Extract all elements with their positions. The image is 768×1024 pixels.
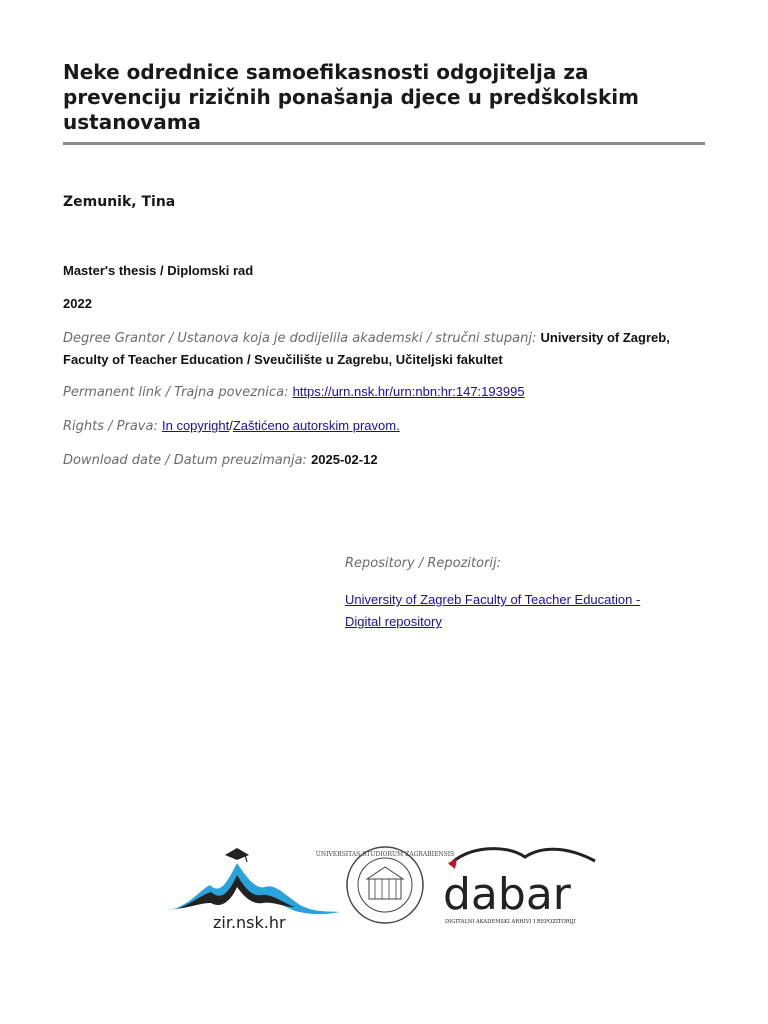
- rights-label: Rights / Prava:: [63, 419, 158, 434]
- dabar-logo-text: dabar: [443, 869, 571, 920]
- permanent-link-url[interactable]: https://urn.nsk.hr/urn:nbn:hr:147:193995: [292, 384, 525, 399]
- download-date: [63, 449, 703, 471]
- permanent-link-label: Permanent link / Trajna poveznica:: [63, 385, 289, 400]
- repository-link-block: [345, 589, 705, 633]
- download-date-label: Download date / Datum preuzimanja:: [63, 453, 307, 468]
- seal-text: UNIVERSITAS STUDIORUM ZAGRABIENSIS: [315, 851, 455, 858]
- repository-label-row: [345, 553, 705, 574]
- permanent-link: [63, 381, 703, 403]
- degree-grantor-label: Degree Grantor / Ustanova koja je dodijelila akademski / stručni stupanj:: [63, 331, 537, 346]
- document-type-text: Master's thesis / Diplomski rad: [63, 263, 254, 278]
- zir-logo-text: zir.nsk.hr: [213, 913, 286, 932]
- university-seal: [316, 847, 454, 923]
- document-type: [63, 260, 703, 282]
- title-divider: [63, 142, 705, 145]
- repository-label: Repository / Repozitorij:: [345, 556, 502, 571]
- rights-separator: /: [229, 418, 233, 433]
- logos-strip: [165, 835, 605, 935]
- rights-link-zasticeno[interactable]: Zaštićeno autorskim pravom.: [232, 418, 400, 433]
- year-text: 2022: [63, 296, 92, 311]
- zir-logo: [170, 848, 340, 932]
- degree-grantor-value: University of Zagreb, Faculty of Teacher Education / Sveučilište u Zagrebu, Učiteljski fakultet: [63, 330, 670, 367]
- repository-link-line1[interactable]: University of Zagreb Faculty of Teacher Education -: [345, 592, 641, 607]
- download-date-value: 2025-02-12: [311, 452, 378, 467]
- rights-link-in-copyright[interactable]: In copyright: [161, 418, 230, 433]
- rights: [63, 415, 703, 437]
- dabar-tagline: DIGITALNI AKADEMSKI ARHIVI I REPOZITORIJI: [445, 919, 576, 925]
- author-name: Zemunik, Tina: [63, 194, 176, 210]
- year: [63, 293, 703, 315]
- degree-grantor: [63, 327, 703, 371]
- dabar-logo: [443, 849, 595, 925]
- repository-link-line2[interactable]: Digital repository: [345, 614, 442, 629]
- document-title: Neke odrednice samoefikasnosti odgojitelja za prevenciju rizičnih ponašanja djece u predškolskim ustanovama: [63, 60, 640, 134]
